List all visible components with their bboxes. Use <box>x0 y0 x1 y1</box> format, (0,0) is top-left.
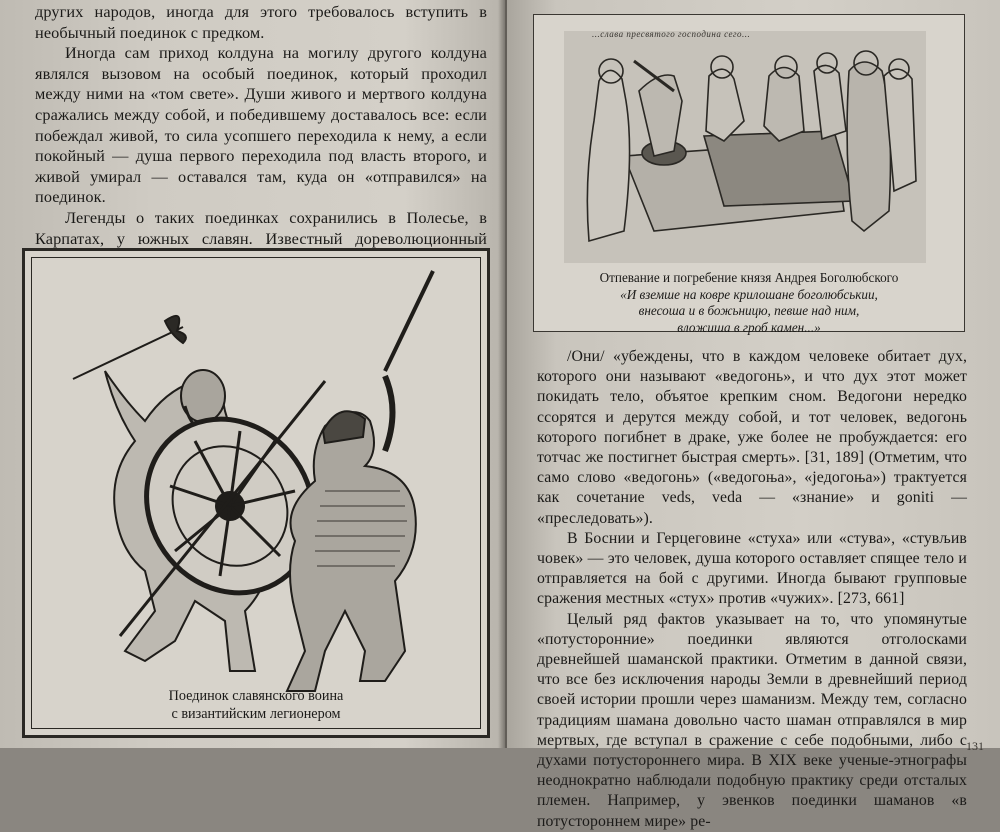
sword <box>385 271 433 371</box>
figure-caption-title: Отпевание и погребение князя Андрея Боголюбского <box>599 270 899 285</box>
funeral-engraving <box>564 31 926 263</box>
figure-caption <box>534 270 964 336</box>
caption-line-1: Поединок славянского воина <box>168 688 344 704</box>
funeral-figure <box>533 14 965 335</box>
duel-illustration <box>22 248 490 738</box>
illustration-caption <box>25 687 487 723</box>
byzantine-legionary <box>287 412 416 691</box>
page-number: 131 <box>966 739 984 753</box>
right-paragraph-3: Целый ряд фактов указывает на то, что упомянутые «потусторонние» поединки являются отголосками древнейшей шаманской практики. Отметим в данной связи, что все без исключения народы Земли в древнейший период своей истории прошли через шаманизм. Между тем, согласно традициям шамана довольно часто шаман отправлялся в мир мертвых, где вступал в сражение с себе подобными, либо с духами потустороннего мира. В XIX веке ученые-этнографы неоднократно наблюдали подобную практику среди отсталых племен. Например, у эвенков поединки шаманов «в потустороннем мире» ре- <box>537 610 967 830</box>
funeral-drawing <box>564 31 926 263</box>
figure-quote-line-2: внесоша и в божьницю, певше над ним, <box>638 303 860 318</box>
duel-drawing <box>25 251 487 735</box>
figure-quote-line-3: вложиша в гроб камен...» <box>677 319 821 335</box>
left-page <box>0 0 505 748</box>
engraving-script: ...слава пресвятого господина сего... <box>592 29 751 39</box>
left-paragraph-2: Иногда сам приход колдуна на могилу другого колдуна являлся вызовом на особый поединок, который проходил между ними на «том свете». Души живого и мертвого колдуна сражались между собой, и победившему доставалось все: если побеждал живой, то сила усопшего переходила к нему, а если покойный — душа первого переходила под власть второго, и живой умирал — оставался там, куда он «отправился» на поединок. <box>35 43 487 207</box>
priest-figure <box>587 70 629 241</box>
caption-line-2: с византийским легионером <box>171 706 341 722</box>
figure-quote-line-1: «И вземше на ковре крилошане боголюбськии, <box>620 286 878 302</box>
right-page <box>507 0 1000 830</box>
axe-head <box>165 316 186 343</box>
left-text <box>35 0 487 290</box>
left-paragraph-3: Легенды о таких поединках сохранились в Полесье, в Карпатах, у южных славян. Известный дореволюционный <box>35 207 487 248</box>
axe-handle <box>73 327 183 379</box>
left-paragraph-1: других народов, иногда для этого требовалось вступить в необычный поединок с предком. <box>35 2 487 42</box>
right-paragraph-1: /Они/ «убеждены, что в каждом человеке обитает дух, которого они называют «ведогонь», и что дух этот может покидать тело, объятое крепким сном. Ведогони нередко ссорятся и дерутся между собой, и тот человек, ведогонь которого погибнет в драке, уже более не пробуждается: его тотчас же постигнет быстрая смерть». [31, 189] (Отметим, что само слово «ведогонь» («ведогоња», «једогоња») трактуется как сочетание veds, veda — «знание» и goniti — «преследовать»). <box>537 348 967 527</box>
right-paragraph-2: В Боснии и Герцеговине «стуха» или «стува», «стувљив човек» — это человек, душа которого оставляет спящее тело и отправляется на бой с другими. Иногда бывают групповые сражения местных «стух» против «чужих». [273, 661] <box>537 529 967 608</box>
right-text <box>537 347 967 832</box>
